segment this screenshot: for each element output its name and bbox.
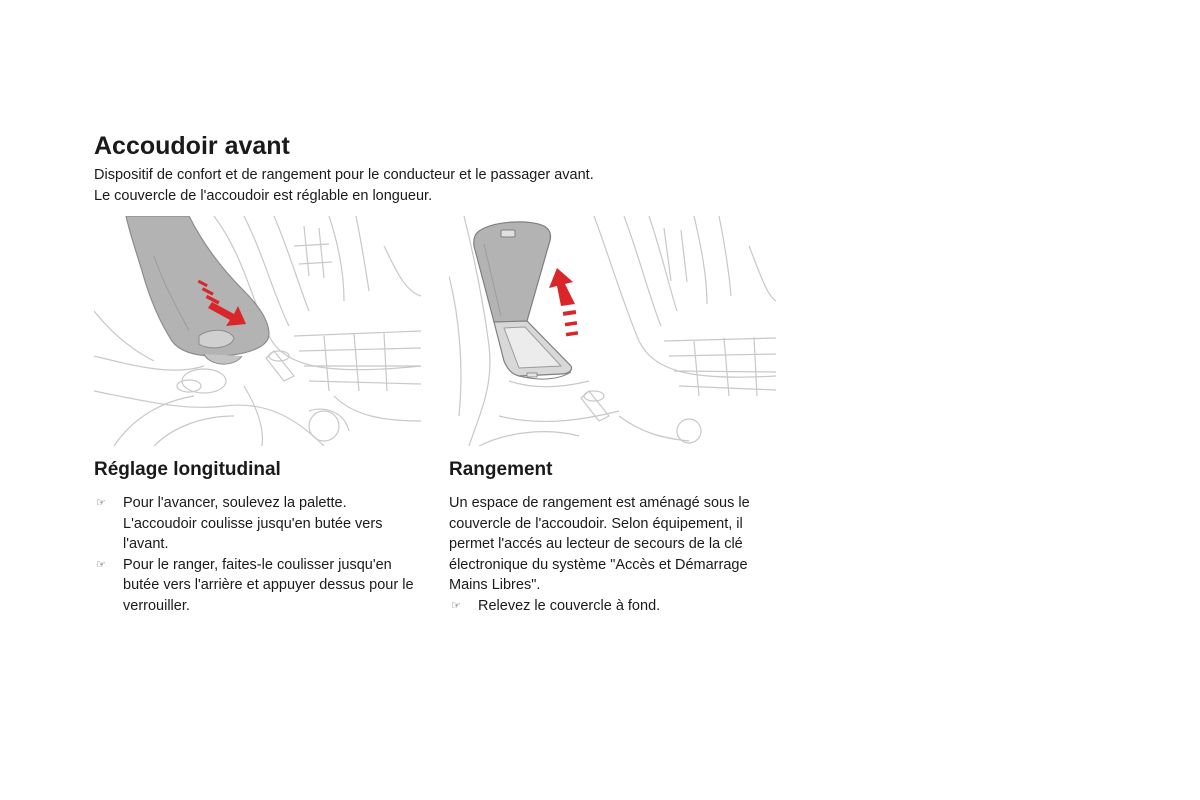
intro-text: [94, 165, 714, 207]
section-longitudinal-adjustment: [94, 456, 424, 616]
section-title: Rangement: [449, 459, 553, 480]
pointing-hand-icon: ☞: [96, 497, 106, 509]
section-storage: [449, 456, 779, 616]
armrest-storage-illustration: [449, 216, 776, 446]
pointing-hand-icon: ☞: [451, 599, 461, 612]
intro-line: Dispositif de confort et de rangement pour le conducteur et le passager avant.: [94, 167, 594, 183]
armrest-slide-illustration: [94, 216, 421, 446]
section-title: Réglage longitudinal: [94, 459, 281, 480]
list-item-text: Relevez le couvercle à fond.: [478, 597, 661, 614]
list-item-text: Pour l'avancer, soulevez la palette. L'accoudoir coulisse jusqu'en butée vers l'avant.: [123, 495, 383, 552]
list-item: [94, 555, 424, 617]
intro-line: Le couvercle de l'accoudoir est réglable en longueur.: [94, 188, 433, 204]
pointing-hand-icon: ☞: [96, 558, 106, 571]
list-item-text: Pour le ranger, faites-le coulisser jusqu'en butée vers l'arrière et appuyer dessus pour le verrouiller.: [123, 556, 414, 614]
instruction-list: [449, 596, 779, 617]
list-item: [449, 596, 779, 617]
section-paragraph: Un espace de rangement est aménagé sous le couvercle de l'accoudoir. Selon équipement, il permet l'accés au lecteur de secours de la clé électronique du système "Accès et Démarrage Mains Libres".: [449, 495, 750, 593]
list-item: [94, 493, 424, 555]
page-title: Accoudoir avant: [94, 132, 290, 160]
instruction-list: [94, 493, 424, 616]
